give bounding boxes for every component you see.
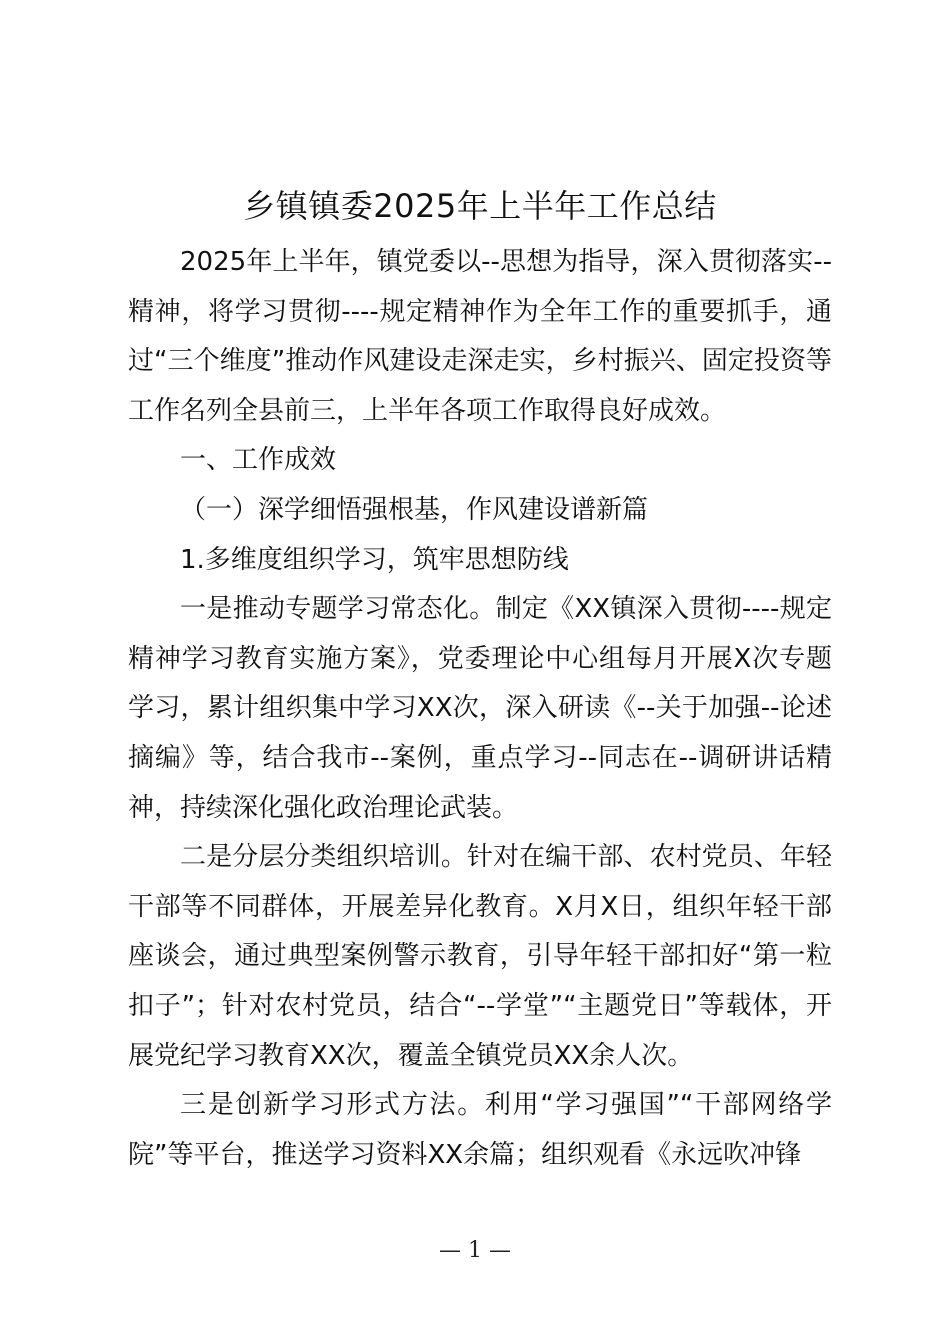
intro-paragraph: 2025年上半年，镇党委以--思想为指导，深入贯彻落实--精神，将学习贯彻----规定精神作为全年工作的重要抓手，通过“三个维度”推动作风建设走深走实，乡村振兴、固定投资等工作名列全县前三，上半年各项工作取得良好成效。 bbox=[128, 247, 832, 426]
document-title: 乡镇镇委2025年上半年工作总结 bbox=[243, 187, 717, 225]
body-paragraph-3: 三是创新学习形式方法。利用“学习强国”“干部网络学院”等平台，推送学习资料XX余篇；组织观看《永远吹冲锋 bbox=[128, 1090, 832, 1170]
section-heading-1: 一、工作成效 bbox=[180, 445, 337, 476]
page-number: — 1 — bbox=[439, 1238, 511, 1263]
document-page bbox=[128, 182, 832, 1180]
body-paragraph-2: 二是分层分类组织培训。针对在编干部、农村党员、年轻干部等不同群体，开展差异化教育。X月X日，组织年轻干部座谈会，通过典型案例警示教育，引导年轻干部扣好“第一粒扣子”；针对农村党员，结合“--学堂”“主题党日”等载体，开展党纪学习教育XX次，覆盖全镇党员XX余人次。 bbox=[128, 842, 832, 1071]
subsection-heading-1: （一）深学细悟强根基，作风建设谱新篇 bbox=[180, 494, 649, 525]
body-paragraph-1: 一是推动专题学习常态化。制定《XX镇深入贯彻----规定精神学习教育实施方案》，党委理论中心组每月开展X次专题学习，累计组织集中学习XX次，深入研读《--关于加强--论述摘编》等，结合我市--案例，重点学习--同志在--调研讲话精神，持续深化强化政治理论武装。 bbox=[128, 594, 832, 823]
item-heading-1: 1.多维度组织学习，筑牢思想防线 bbox=[180, 544, 569, 575]
